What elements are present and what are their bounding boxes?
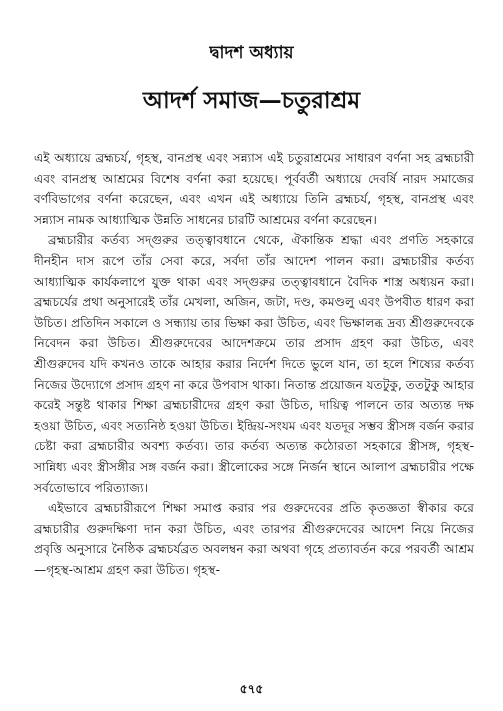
paragraph-3: এইভাবে ব্রহ্মচারীরূপে শিক্ষা সমাপ্ত করার পর গুরুদেবের প্রতি কৃতজ্ঞতা স্বীকার করে ব্রহ্মচারীর গুরুদক্ষিণা দান করা উচিত, এবং তারপর শ্রীগুরুদেবের আদেশ নিয়ে নিজের প্রবৃত্তি অনুসারে নৈষ্ঠিক ব্রহ্মচর্যব্রত অবলম্বন করা অথবা গৃহে প্রত্যাবর্তন করে পরবর্তী আশ্রম—গৃহস্থ-আশ্রম গ্রহণ করা উচিত। গৃহস্থ- — [34, 501, 474, 577]
paragraph-2: ব্রহ্মচারীর কর্তব্য সদ্গুরুর তত্ত্বাবধানে থেকে, ঐকান্তিক শ্রদ্ধা এবং প্রণতি সহকারে দীনহীন দাস রূপে তাঁর সেবা করে, সর্বদা তাঁর আদেশ পালন করা। ব্রহ্মচারীর কর্তব্য আধ্যাত্মিক কার্যকলাপে যুক্ত থাকা এবং সদ্গুরুর তত্ত্বাবধানে বৈদিক শাস্ত্র অধ্যয়ন করা। ব্রহ্মচর্যের প্রথা অনুসারেই তাঁর মেখলা, অজিন, জটা, দণ্ড, কমণ্ডলু এবং উপবীত ধারণ করা উচিত। প্রতিদিন সকালে ও সন্ধ্যায় তার ভিক্ষা করা উচিত, এবং ভিক্ষালব্ধ দ্রব্য শ্রীগুরুদেবকে নিবেদন করা উচিত। শ্রীগুরুদেবের আদেশক্রমে তার প্রসাদ গ্রহণ করা উচিত, এবং শ্রীগুরুদেব যদি কখনও তাকে আহার করার নির্দেশ দিতে ভুলে যান, তা হলে শিষ্যের কর্তব্য নিজের উদ্যোগে প্রসাদ গ্রহণ না করে উপবাস থাকা। নিতান্ত প্রয়োজন যতটুকু, ততটুকু আহার করেই সন্তুষ্ট থাকার শিক্ষা ব্রহ্মচারীদের গ্রহণ করা উচিত, দায়িত্ব পালনে তার অত্যন্ত দক্ষ হওয়া উচিত, এবং সত্যনিষ্ঠ হওয়া উচিত। ইন্দ্রিয়-সংযম এবং যতদূর সম্ভব স্ত্রীসঙ্গ বর্জন করার চেষ্টা করা ব্রহ্মচারীর অবশ্য কর্তব্য। তার কর্তব্য অত্যন্ত কঠোরতা সহকারে স্ত্রীসঙ্গ, গৃহস্থ-সান্নিধ্য এবং স্ত্রীসঙ্গীর সঙ্গ বর্জন করা। স্ত্রীলোকের সঙ্গে নির্জন স্থানে আলাপ ব্রহ্মচারীর পক্ষে সর্বতোভাবে পরিত্যাজ্য। — [34, 233, 474, 495]
page-title: আদর্শ সমাজ—চতুরাশ্রম — [142, 88, 361, 114]
page-number: ৫৭৫ — [239, 682, 264, 696]
chapter-heading: দ্বাদশ অধ্যায় — [209, 43, 294, 63]
body-text — [34, 148, 474, 580]
paragraph-1: এই অধ্যায়ে ব্রহ্মচর্য, গৃহস্থ, বানপ্রস্থ এবং সন্ন্যাস এই চতুরাশ্রমের সাধারণ বর্ণনা সহ ব্রহ্মচারী এবং বানপ্রস্থ আশ্রমের বিশেষ বর্ণনা করা হয়েছে। পূর্ববর্তী অধ্যায়ে দেবর্ষি নারদ সমাজের বর্ণবিভাগের বর্ণনা করেছেন, এবং এখন এই অধ্যায়ে তিনি ব্রহ্মচর্য, গৃহস্থ, বানপ্রস্থ এবং সন্ন্যাস নামক আধ্যাত্মিক উন্নতি সাধনের চারটি আশ্রমের বর্ণনা করেছেন। — [34, 151, 474, 227]
